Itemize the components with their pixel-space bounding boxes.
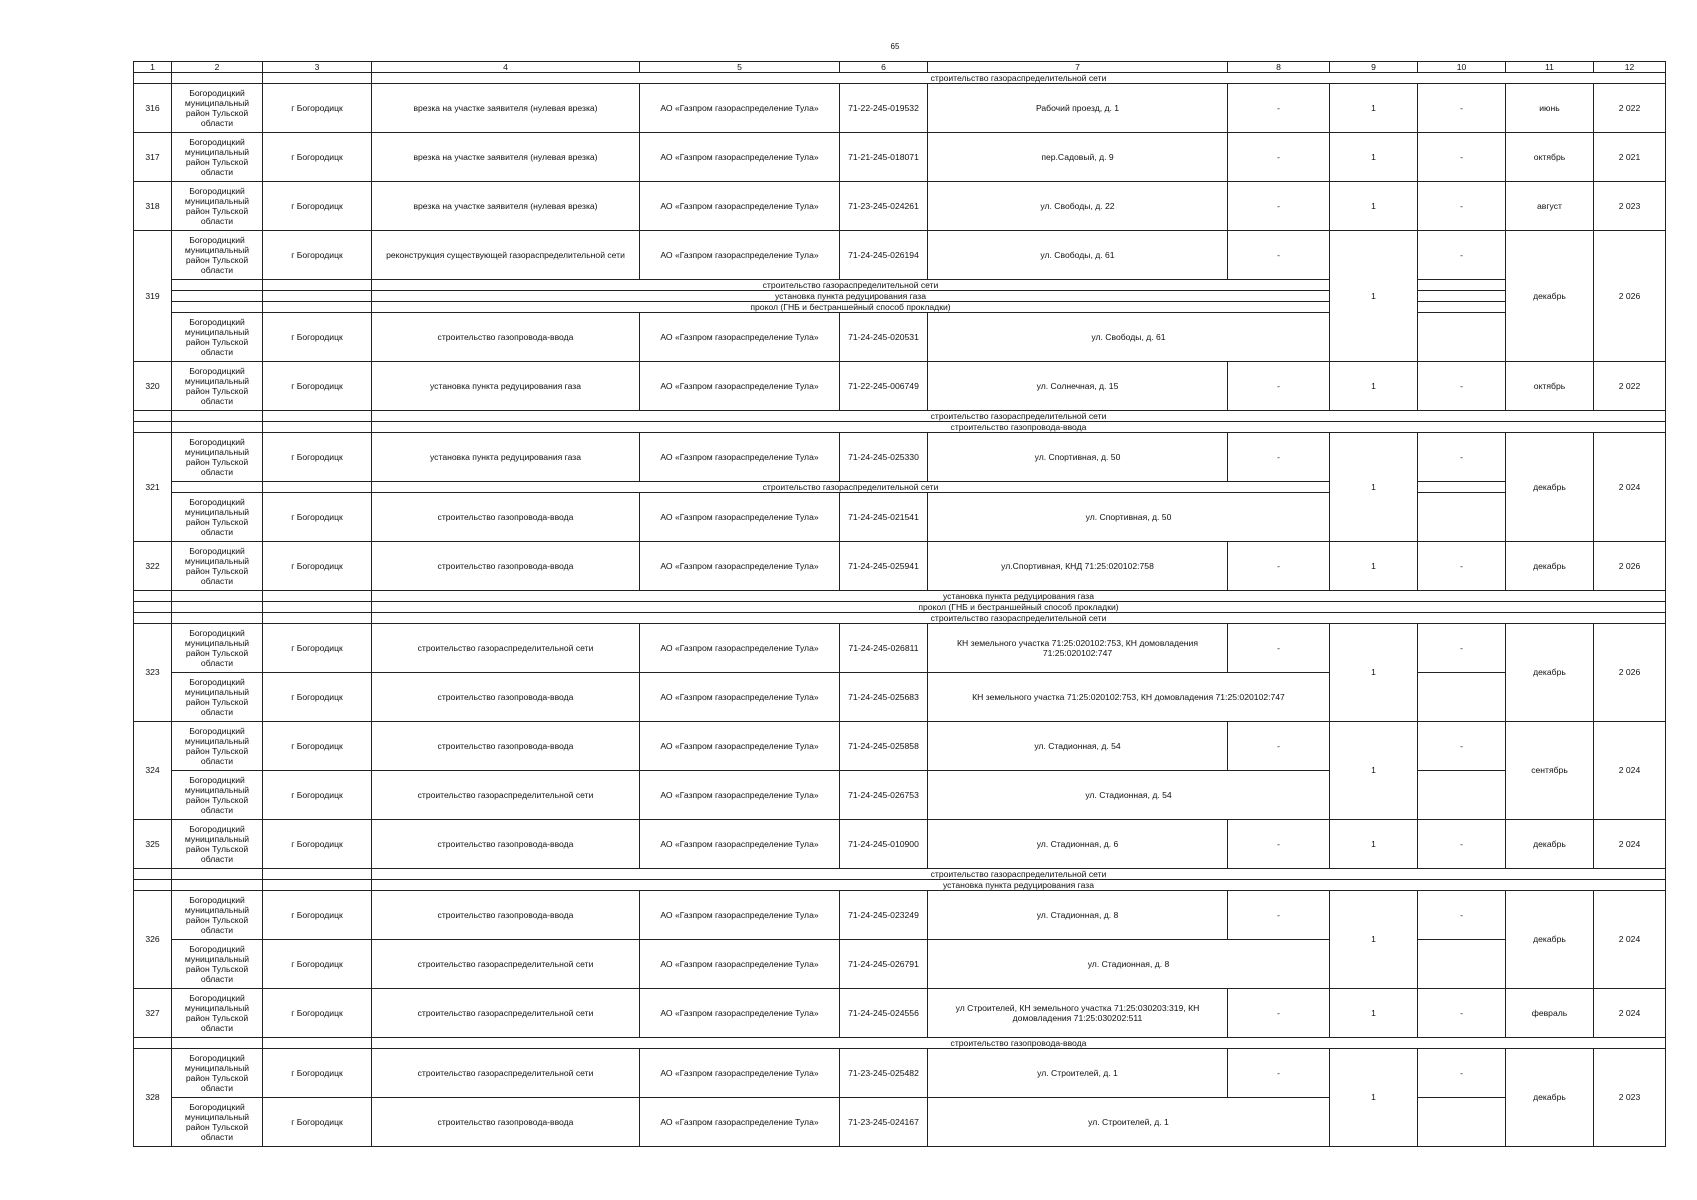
organization-cell: АО «Газпром газораспределение Тула» [640, 493, 840, 542]
column-number: 7 [928, 62, 1228, 73]
empty-cell [172, 302, 263, 313]
work-type-cell: строительство газопровода-ввода [372, 820, 640, 869]
application-code-cell: 71-24-245-025330 [840, 433, 928, 482]
organization-cell: АО «Газпром газораспределение Тула» [640, 182, 840, 231]
year-cell: 2 024 [1594, 820, 1666, 869]
column-number: 9 [1330, 62, 1418, 73]
work-type-subheader-row [134, 291, 1666, 302]
month-cell: декабрь [1506, 433, 1594, 542]
row-number: 327 [134, 989, 172, 1038]
empty-cell [172, 291, 263, 302]
address-cell: ул. Свободы, д. 61 [928, 313, 1330, 362]
empty-cell [172, 602, 263, 613]
column-10-cell: - [1418, 231, 1506, 280]
organization-cell: АО «Газпром газораспределение Тула» [640, 84, 840, 133]
work-type-cell: строительство газораспределительной сети [372, 1049, 640, 1098]
year-cell: 2 024 [1594, 989, 1666, 1038]
work-type-subheader: прокол (ГНБ и бестраншейный способ прокладки) [372, 302, 1330, 313]
empty-cell [134, 1038, 172, 1049]
work-type-cell: строительство газопровода-ввода [372, 313, 640, 362]
application-code-cell: 71-24-245-025683 [840, 673, 928, 722]
empty-cell [172, 1038, 263, 1049]
application-code-cell: 71-24-245-026811 [840, 624, 928, 673]
column-9-cell: 1 [1330, 1049, 1418, 1147]
work-type-subheader: строительство газораспределительной сети [372, 482, 1330, 493]
column-9-cell: 1 [1330, 624, 1418, 722]
month-cell: октябрь [1506, 133, 1594, 182]
table-row [134, 771, 1666, 820]
column-9-cell: 1 [1330, 722, 1418, 820]
month-cell: февраль [1506, 989, 1594, 1038]
town-cell: г Богородицк [263, 362, 372, 411]
month-cell: сентябрь [1506, 722, 1594, 820]
column-8-cell: - [1228, 182, 1330, 231]
column-9-cell: 1 [1330, 820, 1418, 869]
column-9-cell: 1 [1330, 542, 1418, 591]
page-number: 65 [890, 42, 900, 51]
column-number-row [134, 62, 1666, 73]
empty-cell [172, 591, 263, 602]
table-row [134, 989, 1666, 1038]
application-code-cell: 71-24-245-020531 [840, 313, 928, 362]
month-cell: декабрь [1506, 231, 1594, 362]
work-type-cell: строительство газопровода-ввода [372, 722, 640, 771]
application-code-cell: 71-24-245-010900 [840, 820, 928, 869]
empty-cell [134, 880, 172, 891]
address-cell: ул. Строителей, д. 1 [928, 1098, 1330, 1147]
empty-cell [134, 591, 172, 602]
empty-cell [263, 869, 372, 880]
application-code-cell: 71-24-245-025941 [840, 542, 928, 591]
empty-cell [263, 411, 372, 422]
work-type-subheader: установка пункта редуцирования газа [372, 880, 1666, 891]
work-type-cell: установка пункта редуцирования газа [372, 362, 640, 411]
row-number: 318 [134, 182, 172, 231]
work-type-cell: врезка на участке заявителя (нулевая врезка) [372, 84, 640, 133]
organization-cell: АО «Газпром газораспределение Тула» [640, 362, 840, 411]
district-cell: Богородицкий муниципальный район Тульской области [172, 891, 263, 940]
organization-cell: АО «Газпром газораспределение Тула» [640, 771, 840, 820]
column-number: 6 [840, 62, 928, 73]
application-code-cell: 71-21-245-018071 [840, 133, 928, 182]
empty-cell [1418, 940, 1506, 989]
organization-cell: АО «Газпром газораспределение Тула» [640, 313, 840, 362]
table-body [134, 62, 1666, 1147]
column-number: 2 [172, 62, 263, 73]
year-cell: 2 024 [1594, 722, 1666, 820]
month-cell: июнь [1506, 84, 1594, 133]
work-type-cell: строительство газопровода-ввода [372, 673, 640, 722]
address-cell: пер.Садовый, д. 9 [928, 133, 1228, 182]
column-number: 4 [372, 62, 640, 73]
column-8-cell: - [1228, 133, 1330, 182]
empty-cell [263, 482, 372, 493]
address-cell: ул.Спортивная, КНД 71:25:020102:758 [928, 542, 1228, 591]
town-cell: г Богородицк [263, 722, 372, 771]
town-cell: г Богородицк [263, 231, 372, 280]
table-row [134, 624, 1666, 673]
town-cell: г Богородицк [263, 84, 372, 133]
work-type-subheader-row [134, 869, 1666, 880]
work-type-cell: строительство газораспределительной сети [372, 624, 640, 673]
empty-cell [1418, 771, 1506, 820]
address-cell: ул. Стадионная, д. 6 [928, 820, 1228, 869]
address-cell: ул. Стадионная, д. 54 [928, 722, 1228, 771]
application-code-cell: 71-24-245-025858 [840, 722, 928, 771]
empty-cell [172, 280, 263, 291]
column-8-cell: - [1228, 542, 1330, 591]
table-row [134, 722, 1666, 771]
work-type-subheader-row [134, 411, 1666, 422]
organization-cell: АО «Газпром газораспределение Тула» [640, 673, 840, 722]
address-cell: ул. Свободы, д. 61 [928, 231, 1228, 280]
column-8-cell: - [1228, 624, 1330, 673]
column-number: 12 [1594, 62, 1666, 73]
column-number: 1 [134, 62, 172, 73]
empty-cell [172, 613, 263, 624]
column-8-cell: - [1228, 231, 1330, 280]
application-code-cell: 71-22-245-006749 [840, 362, 928, 411]
column-10-cell: - [1418, 133, 1506, 182]
column-9-cell: 1 [1330, 84, 1418, 133]
work-type-subheader: строительство газораспределительной сети [372, 411, 1666, 422]
address-cell: ул. Стадионная, д. 8 [928, 940, 1330, 989]
column-9-cell: 1 [1330, 133, 1418, 182]
table-row [134, 133, 1666, 182]
empty-cell [263, 591, 372, 602]
address-cell: КН земельного участка 71:25:020102:753, КН домовладения 71:25:020102:747 [928, 624, 1228, 673]
address-cell: КН земельного участка 71:25:020102:753, КН домовладения 71:25:020102:747 [928, 673, 1330, 722]
work-type-subheader-row [134, 880, 1666, 891]
empty-cell [1418, 280, 1506, 291]
empty-cell [172, 869, 263, 880]
row-number: 319 [134, 231, 172, 362]
organization-cell: АО «Газпром газораспределение Тула» [640, 891, 840, 940]
empty-cell [1418, 302, 1506, 313]
district-cell: Богородицкий муниципальный район Тульской области [172, 722, 263, 771]
row-number: 322 [134, 542, 172, 591]
town-cell: г Богородицк [263, 673, 372, 722]
empty-cell [263, 291, 372, 302]
column-10-cell: - [1418, 820, 1506, 869]
column-10-cell: - [1418, 542, 1506, 591]
table-row [134, 433, 1666, 482]
application-code-cell: 71-24-245-023249 [840, 891, 928, 940]
work-type-cell: строительство газораспределительной сети [372, 989, 640, 1038]
work-type-cell: установка пункта редуцирования газа [372, 433, 640, 482]
month-cell: декабрь [1506, 624, 1594, 722]
organization-cell: АО «Газпром газораспределение Тула» [640, 1049, 840, 1098]
table-row [134, 1049, 1666, 1098]
month-cell: декабрь [1506, 542, 1594, 591]
address-cell: ул. Свободы, д. 22 [928, 182, 1228, 231]
month-cell: декабрь [1506, 891, 1594, 989]
column-10-cell: - [1418, 362, 1506, 411]
work-type-subheader-row [134, 613, 1666, 624]
year-cell: 2 026 [1594, 231, 1666, 362]
column-8-cell: - [1228, 820, 1330, 869]
empty-cell [263, 302, 372, 313]
empty-cell [1418, 493, 1506, 542]
empty-cell [134, 869, 172, 880]
town-cell: г Богородицк [263, 542, 372, 591]
empty-cell [172, 482, 263, 493]
organization-cell: АО «Газпром газораспределение Тула» [640, 940, 840, 989]
work-type-subheader-row [134, 482, 1666, 493]
year-cell: 2 022 [1594, 362, 1666, 411]
district-cell: Богородицкий муниципальный район Тульской области [172, 493, 263, 542]
month-cell: август [1506, 182, 1594, 231]
work-type-subheader-row [134, 602, 1666, 613]
column-10-cell: - [1418, 989, 1506, 1038]
address-cell: ул. Стадионная, д. 8 [928, 891, 1228, 940]
column-number: 8 [1228, 62, 1330, 73]
organization-cell: АО «Газпром газораспределение Тула» [640, 231, 840, 280]
district-cell: Богородицкий муниципальный район Тульской области [172, 940, 263, 989]
column-number: 10 [1418, 62, 1506, 73]
town-cell: г Богородицк [263, 1098, 372, 1147]
table-row [134, 182, 1666, 231]
empty-cell [134, 422, 172, 433]
empty-cell [1418, 1098, 1506, 1147]
row-number: 328 [134, 1049, 172, 1147]
work-type-subheader: строительство газораспределительной сети [372, 869, 1666, 880]
work-type-subheader-row [134, 280, 1666, 291]
year-cell: 2 024 [1594, 891, 1666, 989]
work-type-cell: строительство газораспределительной сети [372, 771, 640, 820]
application-code-cell: 71-24-245-026791 [840, 940, 928, 989]
organization-cell: АО «Газпром газораспределение Тула» [640, 542, 840, 591]
address-cell: ул. Стадионная, д. 54 [928, 771, 1330, 820]
address-cell: ул. Спортивная, д. 50 [928, 433, 1228, 482]
application-code-cell: 71-23-245-025482 [840, 1049, 928, 1098]
empty-cell [134, 411, 172, 422]
row-number: 316 [134, 84, 172, 133]
empty-cell [172, 422, 263, 433]
organization-cell: АО «Газпром газораспределение Тула» [640, 624, 840, 673]
application-code-cell: 71-24-245-026753 [840, 771, 928, 820]
organization-cell: АО «Газпром газораспределение Тула» [640, 989, 840, 1038]
town-cell: г Богородицк [263, 493, 372, 542]
empty-cell [134, 602, 172, 613]
work-type-subheader: установка пункта редуцирования газа [372, 291, 1330, 302]
column-number: 3 [263, 62, 372, 73]
table-row [134, 820, 1666, 869]
work-type-cell: строительство газопровода-ввода [372, 493, 640, 542]
row-number: 317 [134, 133, 172, 182]
town-cell: г Богородицк [263, 624, 372, 673]
column-number: 5 [640, 62, 840, 73]
year-cell: 2 026 [1594, 542, 1666, 591]
application-code-cell: 71-22-245-019532 [840, 84, 928, 133]
empty-cell [172, 411, 263, 422]
year-cell: 2 021 [1594, 133, 1666, 182]
town-cell: г Богородицк [263, 820, 372, 869]
month-cell: октябрь [1506, 362, 1594, 411]
empty-cell [1418, 313, 1506, 362]
work-type-subheader: строительство газораспределительной сети [372, 280, 1330, 291]
column-9-cell: 1 [1330, 891, 1418, 989]
year-cell: 2 023 [1594, 182, 1666, 231]
application-code-cell: 71-23-245-024167 [840, 1098, 928, 1147]
application-code-cell: 71-23-245-024261 [840, 182, 928, 231]
town-cell: г Богородицк [263, 1049, 372, 1098]
column-9-cell: 1 [1330, 989, 1418, 1038]
column-9-cell: 1 [1330, 433, 1418, 542]
column-9-cell: 1 [1330, 182, 1418, 231]
empty-cell [172, 73, 263, 84]
year-cell: 2 026 [1594, 624, 1666, 722]
district-cell: Богородицкий муниципальный район Тульской области [172, 673, 263, 722]
column-10-cell: - [1418, 433, 1506, 482]
table-row [134, 362, 1666, 411]
column-8-cell: - [1228, 989, 1330, 1038]
work-type-subheader-row [134, 422, 1666, 433]
work-type-subheader: строительство газопровода-ввода [372, 422, 1666, 433]
row-number: 321 [134, 433, 172, 542]
table-row [134, 1098, 1666, 1147]
district-cell: Богородицкий муниципальный район Тульской области [172, 820, 263, 869]
column-8-cell: - [1228, 1049, 1330, 1098]
work-type-cell: реконструкция существующей газораспределительной сети [372, 231, 640, 280]
column-8-cell: - [1228, 722, 1330, 771]
organization-cell: АО «Газпром газораспределение Тула» [640, 820, 840, 869]
empty-cell [134, 613, 172, 624]
district-cell: Богородицкий муниципальный район Тульской области [172, 133, 263, 182]
district-cell: Богородицкий муниципальный район Тульской области [172, 182, 263, 231]
gas-connection-table [133, 61, 1666, 1147]
address-cell: ул. Солнечная, д. 15 [928, 362, 1228, 411]
table-row [134, 84, 1666, 133]
table-row [134, 313, 1666, 362]
district-cell: Богородицкий муниципальный район Тульской области [172, 771, 263, 820]
district-cell: Богородицкий муниципальный район Тульской области [172, 1098, 263, 1147]
table-row [134, 231, 1666, 280]
column-8-cell: - [1228, 891, 1330, 940]
address-cell: Рабочий проезд, д. 1 [928, 84, 1228, 133]
organization-cell: АО «Газпром газораспределение Тула» [640, 722, 840, 771]
address-cell: ул. Спортивная, д. 50 [928, 493, 1330, 542]
table-row [134, 673, 1666, 722]
district-cell: Богородицкий муниципальный район Тульской области [172, 433, 263, 482]
row-number: 324 [134, 722, 172, 820]
year-cell: 2 023 [1594, 1049, 1666, 1147]
column-9-cell: 1 [1330, 362, 1418, 411]
district-cell: Богородицкий муниципальный район Тульской области [172, 1049, 263, 1098]
empty-cell [172, 880, 263, 891]
year-cell: 2 022 [1594, 84, 1666, 133]
column-10-cell: - [1418, 891, 1506, 940]
town-cell: г Богородицк [263, 313, 372, 362]
empty-cell [263, 880, 372, 891]
empty-cell [263, 602, 372, 613]
empty-cell [263, 422, 372, 433]
work-type-subheader: строительство газопровода-ввода [372, 1038, 1666, 1049]
work-type-subheader: строительство газораспределительной сети [372, 73, 1666, 84]
district-cell: Богородицкий муниципальный район Тульской области [172, 989, 263, 1038]
column-10-cell: - [1418, 1049, 1506, 1098]
column-10-cell: - [1418, 84, 1506, 133]
work-type-cell: строительство газопровода-ввода [372, 891, 640, 940]
table-row [134, 493, 1666, 542]
empty-cell [134, 73, 172, 84]
row-number: 325 [134, 820, 172, 869]
work-type-subheader-row [134, 73, 1666, 84]
work-type-cell: врезка на участке заявителя (нулевая врезка) [372, 133, 640, 182]
town-cell: г Богородицк [263, 940, 372, 989]
town-cell: г Богородицк [263, 989, 372, 1038]
empty-cell [263, 1038, 372, 1049]
application-code-cell: 71-24-245-024556 [840, 989, 928, 1038]
application-code-cell: 71-24-245-026194 [840, 231, 928, 280]
town-cell: г Богородицк [263, 771, 372, 820]
row-number: 326 [134, 891, 172, 989]
work-type-subheader: строительство газораспределительной сети [372, 613, 1666, 624]
empty-cell [263, 73, 372, 84]
row-number: 320 [134, 362, 172, 411]
month-cell: декабрь [1506, 1049, 1594, 1147]
column-10-cell: - [1418, 624, 1506, 673]
work-type-subheader-row [134, 591, 1666, 602]
address-cell: ул Строителей, КН земельного участка 71:25:030203:319, КН домовладения 71:25:030202:511 [928, 989, 1228, 1038]
column-10-cell: - [1418, 182, 1506, 231]
town-cell: г Богородицк [263, 891, 372, 940]
column-9-cell: 1 [1330, 231, 1418, 362]
empty-cell [1418, 291, 1506, 302]
town-cell: г Богородицк [263, 182, 372, 231]
empty-cell [1418, 482, 1506, 493]
application-code-cell: 71-24-245-021541 [840, 493, 928, 542]
district-cell: Богородицкий муниципальный район Тульской области [172, 231, 263, 280]
row-number: 323 [134, 624, 172, 722]
work-type-cell: строительство газораспределительной сети [372, 940, 640, 989]
empty-cell [263, 613, 372, 624]
work-type-cell: врезка на участке заявителя (нулевая врезка) [372, 182, 640, 231]
column-8-cell: - [1228, 433, 1330, 482]
address-cell: ул. Строителей, д. 1 [928, 1049, 1228, 1098]
month-cell: декабрь [1506, 820, 1594, 869]
empty-cell [1418, 673, 1506, 722]
column-number: 11 [1506, 62, 1594, 73]
empty-cell [263, 280, 372, 291]
district-cell: Богородицкий муниципальный район Тульской области [172, 313, 263, 362]
table-row [134, 940, 1666, 989]
work-type-subheader: прокол (ГНБ и бестраншейный способ прокладки) [372, 602, 1666, 613]
organization-cell: АО «Газпром газораспределение Тула» [640, 133, 840, 182]
table-row [134, 891, 1666, 940]
table-row [134, 542, 1666, 591]
column-10-cell: - [1418, 722, 1506, 771]
town-cell: г Богородицк [263, 133, 372, 182]
organization-cell: АО «Газпром газораспределение Тула» [640, 1098, 840, 1147]
work-type-cell: строительство газопровода-ввода [372, 1098, 640, 1147]
column-8-cell: - [1228, 84, 1330, 133]
work-type-subheader: установка пункта редуцирования газа [372, 591, 1666, 602]
town-cell: г Богородицк [263, 433, 372, 482]
district-cell: Богородицкий муниципальный район Тульской области [172, 84, 263, 133]
work-type-subheader-row [134, 1038, 1666, 1049]
work-type-subheader-row [134, 302, 1666, 313]
year-cell: 2 024 [1594, 433, 1666, 542]
district-cell: Богородицкий муниципальный район Тульской области [172, 542, 263, 591]
organization-cell: АО «Газпром газораспределение Тула» [640, 433, 840, 482]
work-type-cell: строительство газопровода-ввода [372, 542, 640, 591]
column-8-cell: - [1228, 362, 1330, 411]
district-cell: Богородицкий муниципальный район Тульской области [172, 362, 263, 411]
district-cell: Богородицкий муниципальный район Тульской области [172, 624, 263, 673]
